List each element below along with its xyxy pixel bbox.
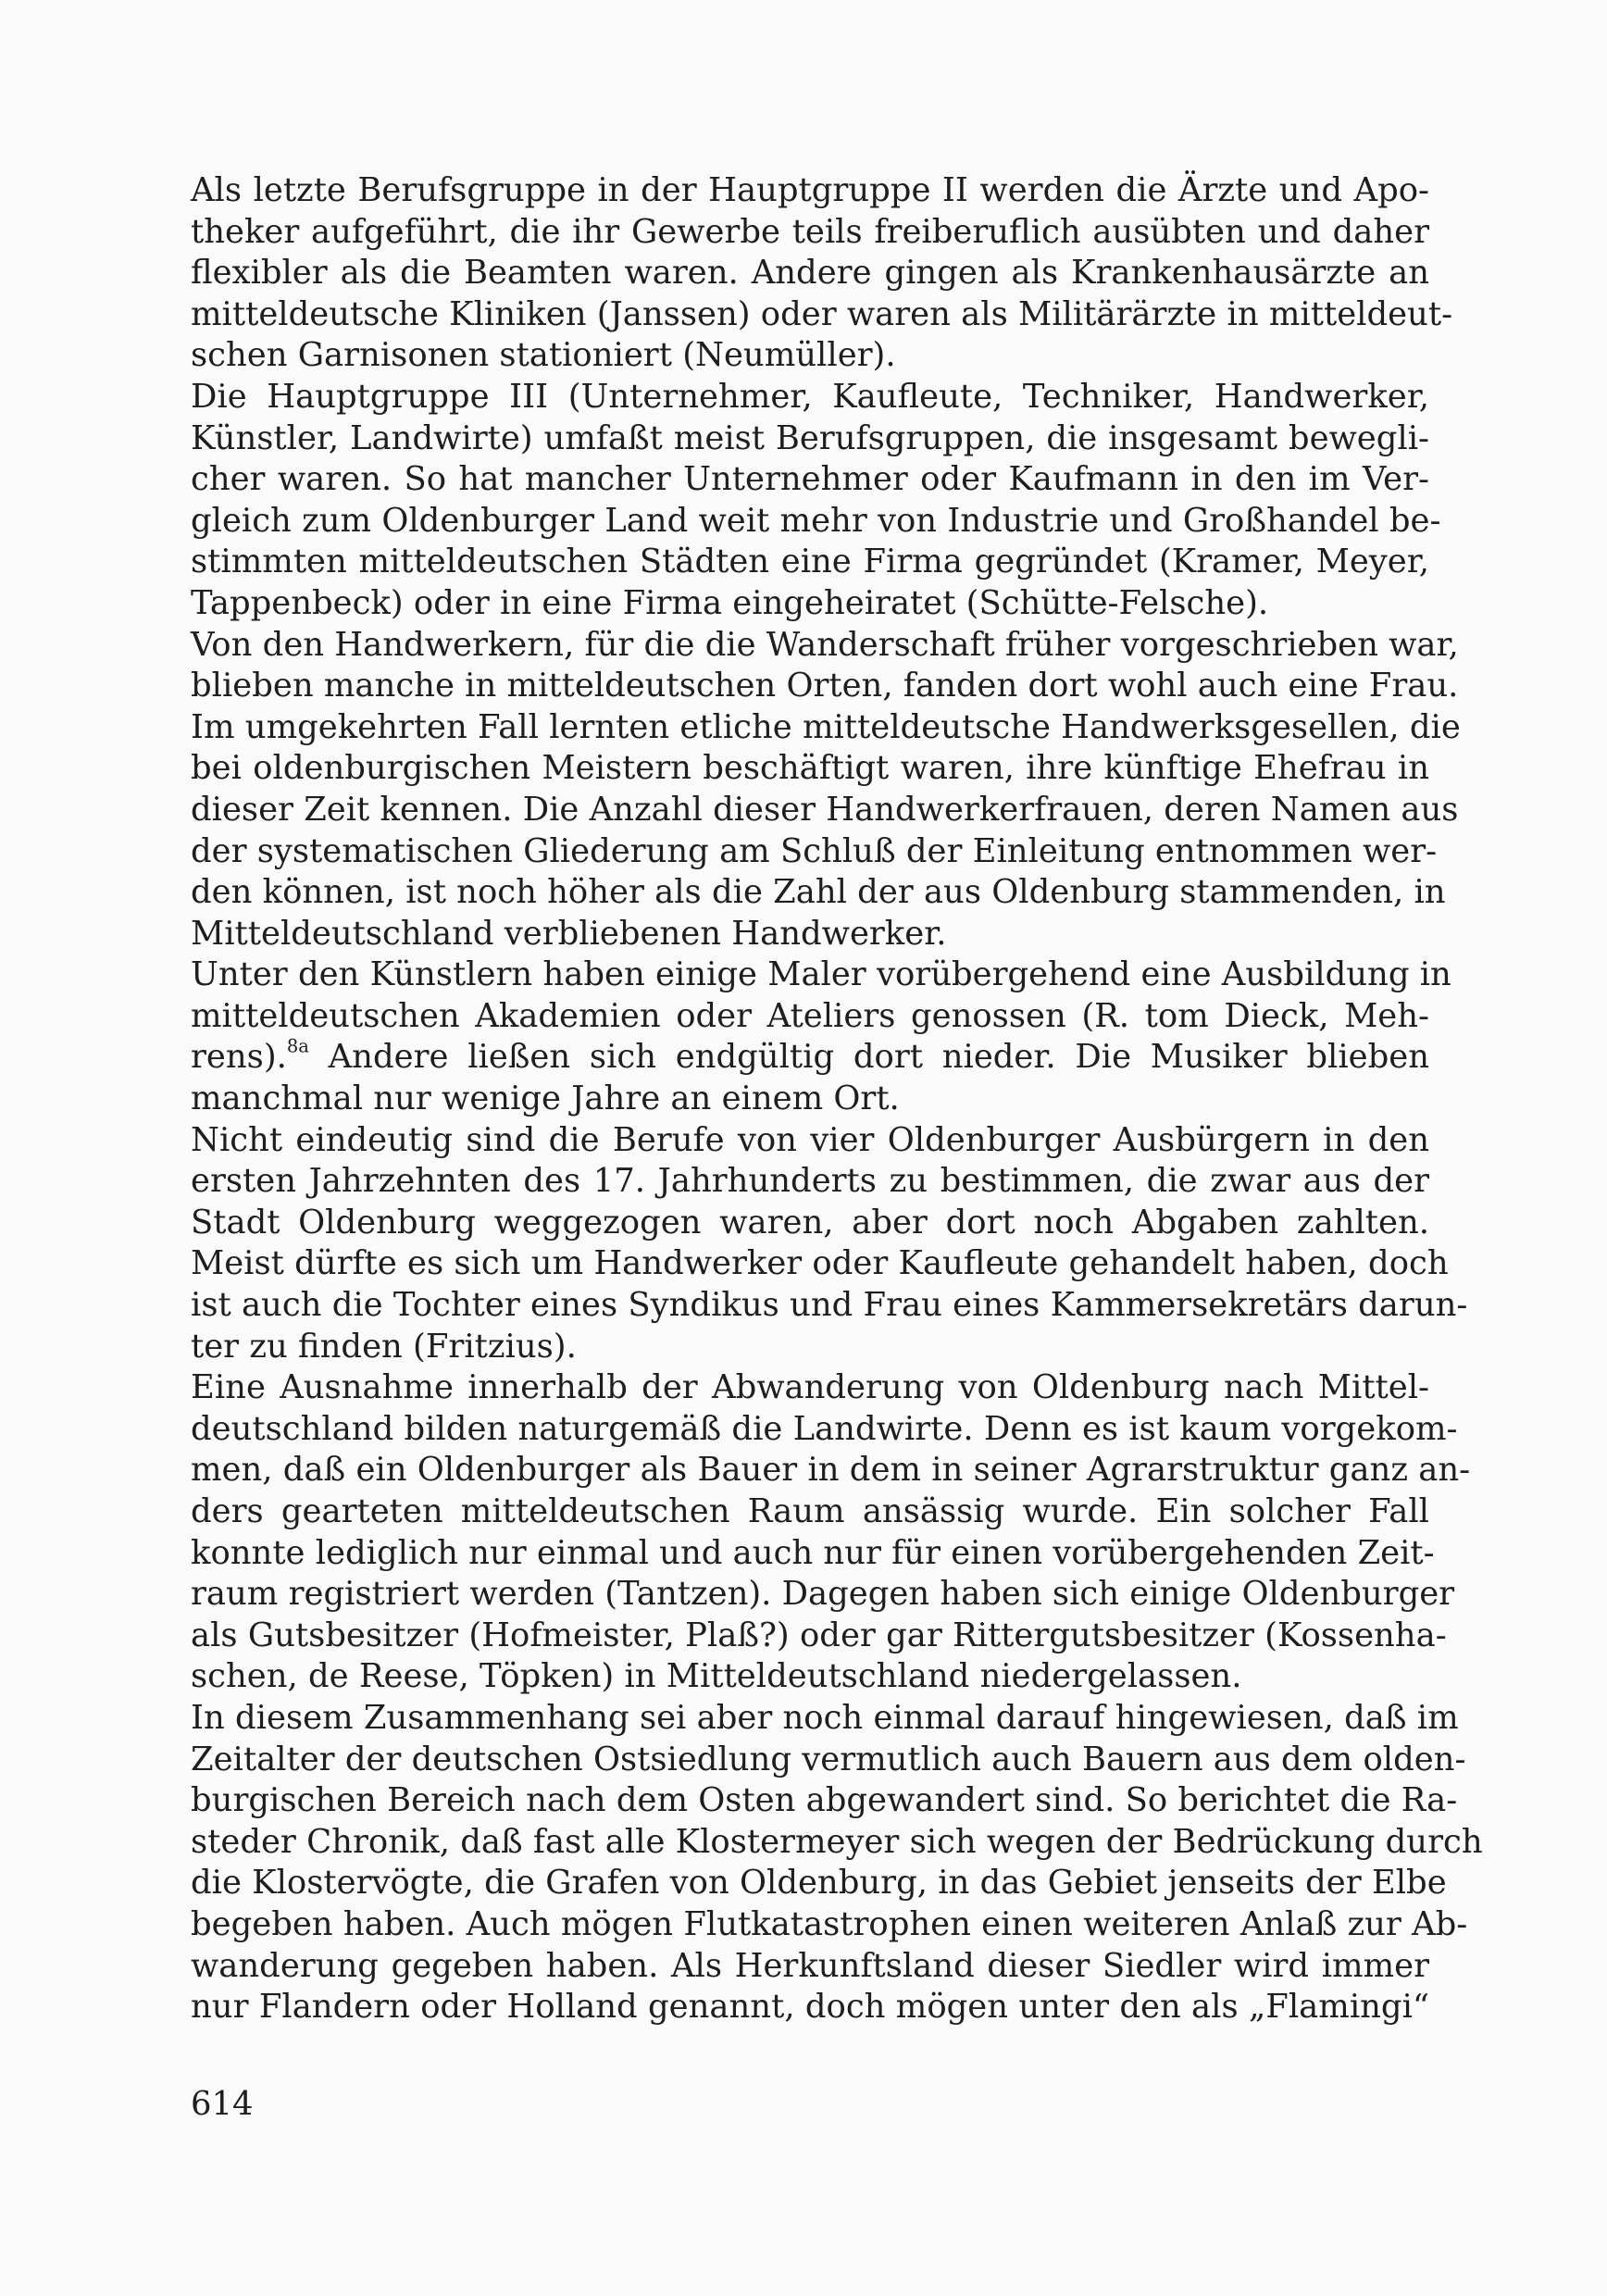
text-line: In diesem Zusammenhang sei aber noch einmal darauf hingewiesen, daß im bbox=[191, 1698, 1459, 1737]
text-line: Eine Ausnahme innerhalb der Abwanderung von Oldenburg nach Mittel- bbox=[191, 1368, 1429, 1407]
text-line: ter zu finden (Fritzius). bbox=[191, 1327, 577, 1366]
text-line: Nicht eindeutig sind die Berufe von vier Oldenburger Ausbürgern in den bbox=[191, 1120, 1429, 1159]
text-line: Stadt Oldenburg weggezogen waren, aber dort noch Abgaben zahlten. bbox=[191, 1203, 1429, 1242]
text-line: dieser Zeit kennen. Die Anzahl dieser Handwerkerfrauen, deren Namen aus bbox=[191, 790, 1459, 829]
text-line: Die Hauptgruppe III (Unternehmer, Kaufleute, Techniker, Handwerker, bbox=[191, 377, 1429, 416]
text-line: als Gutsbesitzer (Hofmeister, Plaß?) oder gar Rittergutsbesitzer (Kossenha- bbox=[191, 1616, 1447, 1654]
text-line: gleich zum Oldenburger Land weit mehr von Industrie und Großhandel be- bbox=[191, 501, 1441, 540]
text-line: ersten Jahrzehnten des 17. Jahrhunderts zu bestimmen, die zwar aus der bbox=[191, 1162, 1429, 1201]
text-line: mitteldeutsche Kliniken (Janssen) oder waren als Militärärzte in mitteldeut- bbox=[191, 294, 1453, 333]
text-line: Mitteldeutschland verbliebenen Handwerker. bbox=[191, 914, 947, 953]
paragraph-2 bbox=[191, 377, 1441, 625]
footnote-marker: 8a bbox=[286, 1035, 309, 1057]
text-line: Künstler, Landwirte) umfaßt meist Berufsgruppen, die insgesamt bewegli- bbox=[191, 418, 1429, 457]
text-line: Unter den Künstlern haben einige Maler vorübergehend eine Ausbildung in bbox=[191, 955, 1451, 994]
text-line: schen, de Reese, Töpken) in Mitteldeutschland niedergelassen. bbox=[191, 1657, 1242, 1696]
text-line: Im umgekehrten Fall lernten etliche mitteldeutsche Handwerksgesellen, die bbox=[191, 707, 1461, 746]
text-line: Zeitalter der deutschen Ostsiedlung vermutlich auch Bauern aus dem olden- bbox=[191, 1740, 1466, 1778]
text-line: Von den Handwerkern, für die die Wanderschaft früher vorgeschrieben war, bbox=[191, 625, 1459, 664]
paragraph-4 bbox=[191, 955, 1451, 1119]
paragraph-5 bbox=[191, 1120, 1468, 1368]
text-line: theker aufgeführt, die ihr Gewerbe teils freiberuflich ausübten und daher bbox=[191, 212, 1429, 251]
text-line: Meist dürfte es sich um Handwerker oder Kaufleute gehandelt haben, doch bbox=[191, 1244, 1449, 1283]
text-line-with-footnote bbox=[191, 1037, 1429, 1079]
text-line: men, daß ein Oldenburger als Bauer in dem in seiner Agrarstruktur ganz an- bbox=[191, 1451, 1471, 1490]
text-line: blieben manche in mitteldeutschen Orten, fanden dort wohl auch eine Frau. bbox=[191, 667, 1459, 705]
text-line: cher waren. So hat mancher Unternehmer oder Kaufmann in den im Ver- bbox=[191, 460, 1429, 499]
text-line: steder Chronik, daß fast alle Klostermeyer sich wegen der Bedrückung durch bbox=[191, 1822, 1483, 1861]
paragraph-6 bbox=[191, 1367, 1471, 1698]
body-text bbox=[191, 170, 1483, 2028]
text-line: ders gearteten mitteldeutschen Raum ansässig wurde. Ein solcher Fall bbox=[191, 1492, 1429, 1530]
text-line: den können, ist noch höher als die Zahl der aus Oldenburg stammenden, in bbox=[191, 873, 1446, 912]
text-line: Als letzte Berufsgruppe in der Hauptgruppe II werden die Ärzte und Apo- bbox=[191, 171, 1429, 209]
text-line: nur Flandern oder Holland genannt, doch mögen unter den als „Flamingi“ bbox=[191, 1988, 1429, 2027]
text-line: manchmal nur wenige Jahre an einem Ort. bbox=[191, 1079, 900, 1118]
text-line: begeben haben. Auch mögen Flutkatastrophen einen weiteren Anlaß zur Ab- bbox=[191, 1904, 1468, 1943]
text-line: ist auch die Tochter eines Syndikus und Frau eines Kammersekretärs darun- bbox=[191, 1286, 1468, 1325]
text-line: raum registriert werden (Tantzen). Dagegen haben sich einige Oldenburger bbox=[191, 1575, 1455, 1614]
text-line: deutschland bilden naturgemäß die Landwirte. Denn es ist kaum vorgekom- bbox=[191, 1409, 1458, 1448]
paragraph-3 bbox=[191, 625, 1461, 955]
text-line: burgischen Bereich nach dem Osten abgewandert sind. So berichtet die Ra- bbox=[191, 1781, 1458, 1820]
line-text-before-footnote: rens). bbox=[191, 1038, 287, 1077]
line-text-after-footnote: Andere ließen sich endgültig dort nieder. Die Musiker blieben bbox=[308, 1038, 1429, 1077]
text-line: die Klostervögte, die Grafen von Oldenburg, in das Gebiet jenseits der Elbe bbox=[191, 1864, 1447, 1903]
text-line: stimmten mitteldeutschen Städten eine Firma gegründet (Kramer, Meyer, bbox=[191, 543, 1429, 581]
text-line: mitteldeutschen Akademien oder Ateliers genossen (R. tom Dieck, Meh- bbox=[191, 996, 1429, 1035]
text-line: flexibler als die Beamten waren. Andere gingen als Krankenhausärzte an bbox=[191, 254, 1429, 293]
text-line: wanderung gegeben haben. Als Herkunftsland dieser Siedler wird immer bbox=[191, 1946, 1429, 1985]
text-line: der systematischen Gliederung am Schluß der Einleitung entnommen wer- bbox=[191, 831, 1438, 870]
text-line: bei oldenburgischen Meistern beschäftigt waren, ihre künftige Ehefrau in bbox=[191, 749, 1429, 788]
page-number: 614 bbox=[191, 2085, 254, 2123]
paragraph-1 bbox=[191, 170, 1453, 377]
paragraph-7 bbox=[191, 1698, 1483, 2028]
text-line: Tappenbeck) oder in eine Firma eingeheiratet (Schütte-Felsche). bbox=[191, 583, 1269, 622]
text-line: schen Garnisonen stationiert (Neumüller). bbox=[191, 336, 896, 375]
text-line: konnte lediglich nur einmal und auch nur für einen vorübergehenden Zeit- bbox=[191, 1533, 1435, 1572]
